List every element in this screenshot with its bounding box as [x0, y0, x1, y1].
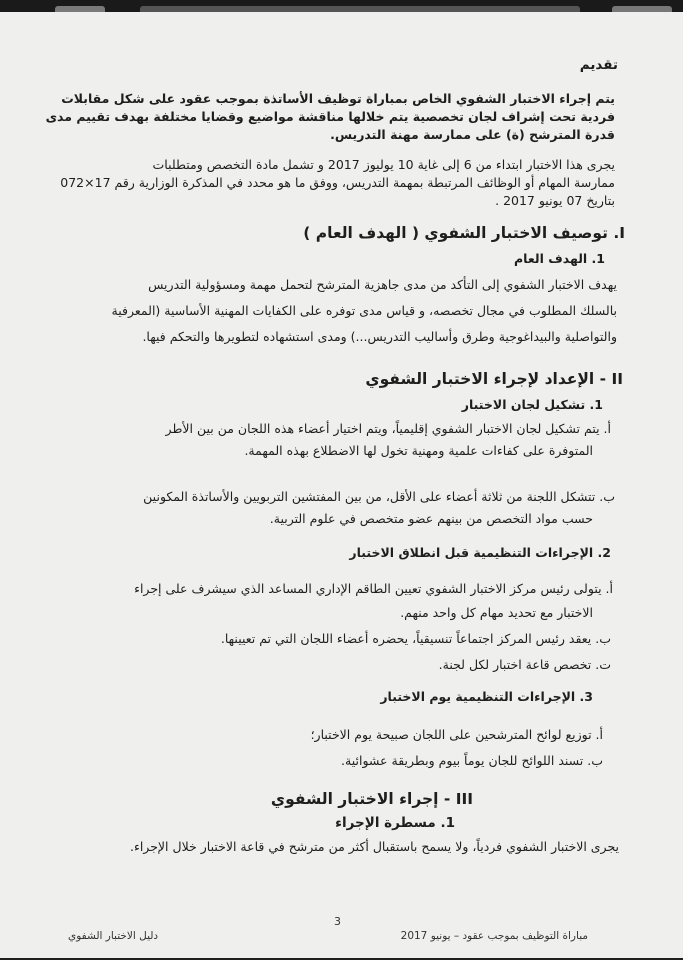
page-title: تقديم — [579, 57, 618, 73]
subsection-heading: 2. الإجراءات التنظيمية قبل انطلاق الاختبار — [349, 545, 611, 560]
intro-line: يتم إجراء الاختبار الشفوي الخاص بمباراة توظيف الأساتذة بموجب عقود على شكل مقابلات — [61, 91, 615, 106]
section-heading: I. توصيف الاختبار الشفوي ( الهدف العام ) — [303, 224, 625, 242]
list-item: حسب مواد التخصص من بينهم عضو متخصص في علوم التربية. — [269, 511, 593, 526]
list-item: المتوفرة على كفاءات علمية ومهنية تخول لها الاضطلاع بهذه المهمة. — [244, 443, 593, 458]
intro-line: ممارسة المهام أو الوظائف المرتبطة بمهمة التدريس، ووفق ما هو محدد في المذكرة الوزارية رقم 17×072 — [60, 175, 615, 190]
list-item: ت. تخصص قاعة اختبار لكل لجنة. — [438, 657, 611, 672]
intro-line: فردية تحت إشراف لجان تخصصية يتم خلالها مناقشة مواضيع وقضايا مختلفة بهدف تقييم مدى — [45, 109, 615, 124]
body-line: بالسلك المطلوب في مجال تخصصه، و قياس مدى توفره على الكفايات المهنية الأساسية (المعرفية — [111, 303, 617, 318]
top-bar — [0, 0, 683, 12]
list-item: ب. يعقد رئيس المركز اجتماعاً تنسيقياً، يحضره أعضاء اللجان التي تم تعيينها. — [220, 631, 611, 646]
list-item: الاختبار مع تحديد مهام كل واحد منهم. — [400, 605, 593, 620]
list-item: ب. تسند اللوائح للجان يوماً بيوم وبطريقة عشوائية. — [341, 753, 603, 768]
body-line: والتواصلية والبيداغوجية وطرق وأساليب التدريس...) ومدى استشهاده لتطويرها والتحكم فيها. — [142, 329, 617, 344]
footer-right: مباراة التوظيف بموجب عقود – يونيو 2017 — [400, 930, 588, 942]
list-item: ب. تتشكل اللجنة من ثلاثة أعضاء على الأقل، من بين المفتشين التربويين والأساتذة المكونين — [143, 489, 615, 504]
intro-line: قدرة المترشح (ة) على ممارسة مهنة التدريس. — [330, 127, 615, 142]
list-item: أ. يتم تشكيل لجان الاختبار الشفوي إقليمياً، ويتم اختيار أعضاء هذه اللجان من بين الأطر — [165, 421, 611, 436]
list-item: أ. توزيع لوائح المترشحين على اللجان صبيحة يوم الاختبار؛ — [310, 727, 603, 742]
subsection-heading: 1. مسطرة الإجراء — [335, 815, 455, 831]
section-heading: III - إجراء الاختبار الشفوي — [270, 790, 473, 808]
section-heading: II - الإعداد لإجراء الاختبار الشفوي — [365, 370, 623, 388]
intro-line: بتاريخ 07 يونيو 2017 . — [495, 193, 615, 208]
subsection-heading: 1. تشكيل لجان الاختبار — [461, 397, 603, 412]
list-item: أ. يتولى رئيس مركز الاختبار الشفوي تعيين الطاقم الإداري المساعد الذي سيشرف على إجراء — [134, 581, 613, 596]
body-line: يجرى الاختبار الشفوي فردياً، ولا يسمح باستقبال أكثر من مترشح في قاعة الاختبار خلال الإجراء. — [129, 839, 619, 854]
subsection-heading: 1. الهدف العام — [513, 251, 605, 266]
document-page — [0, 12, 683, 958]
footer-left: دليل الاختبار الشفوي — [68, 930, 159, 942]
body-line: يهدف الاختبار الشفوي إلى التأكد من مدى جاهزية المترشح لتحمل مهمة ومسؤولية التدريس — [148, 277, 617, 292]
intro-line: يجرى هذا الاختبار ابتداء من 6 إلى غاية 10 يوليوز 2017 و تشمل مادة التخصص ومتطلبات — [152, 157, 615, 172]
subsection-heading: 3. الإجراءات التنظيمية يوم الاختبار — [380, 689, 593, 704]
page-number: 3 — [334, 915, 341, 928]
